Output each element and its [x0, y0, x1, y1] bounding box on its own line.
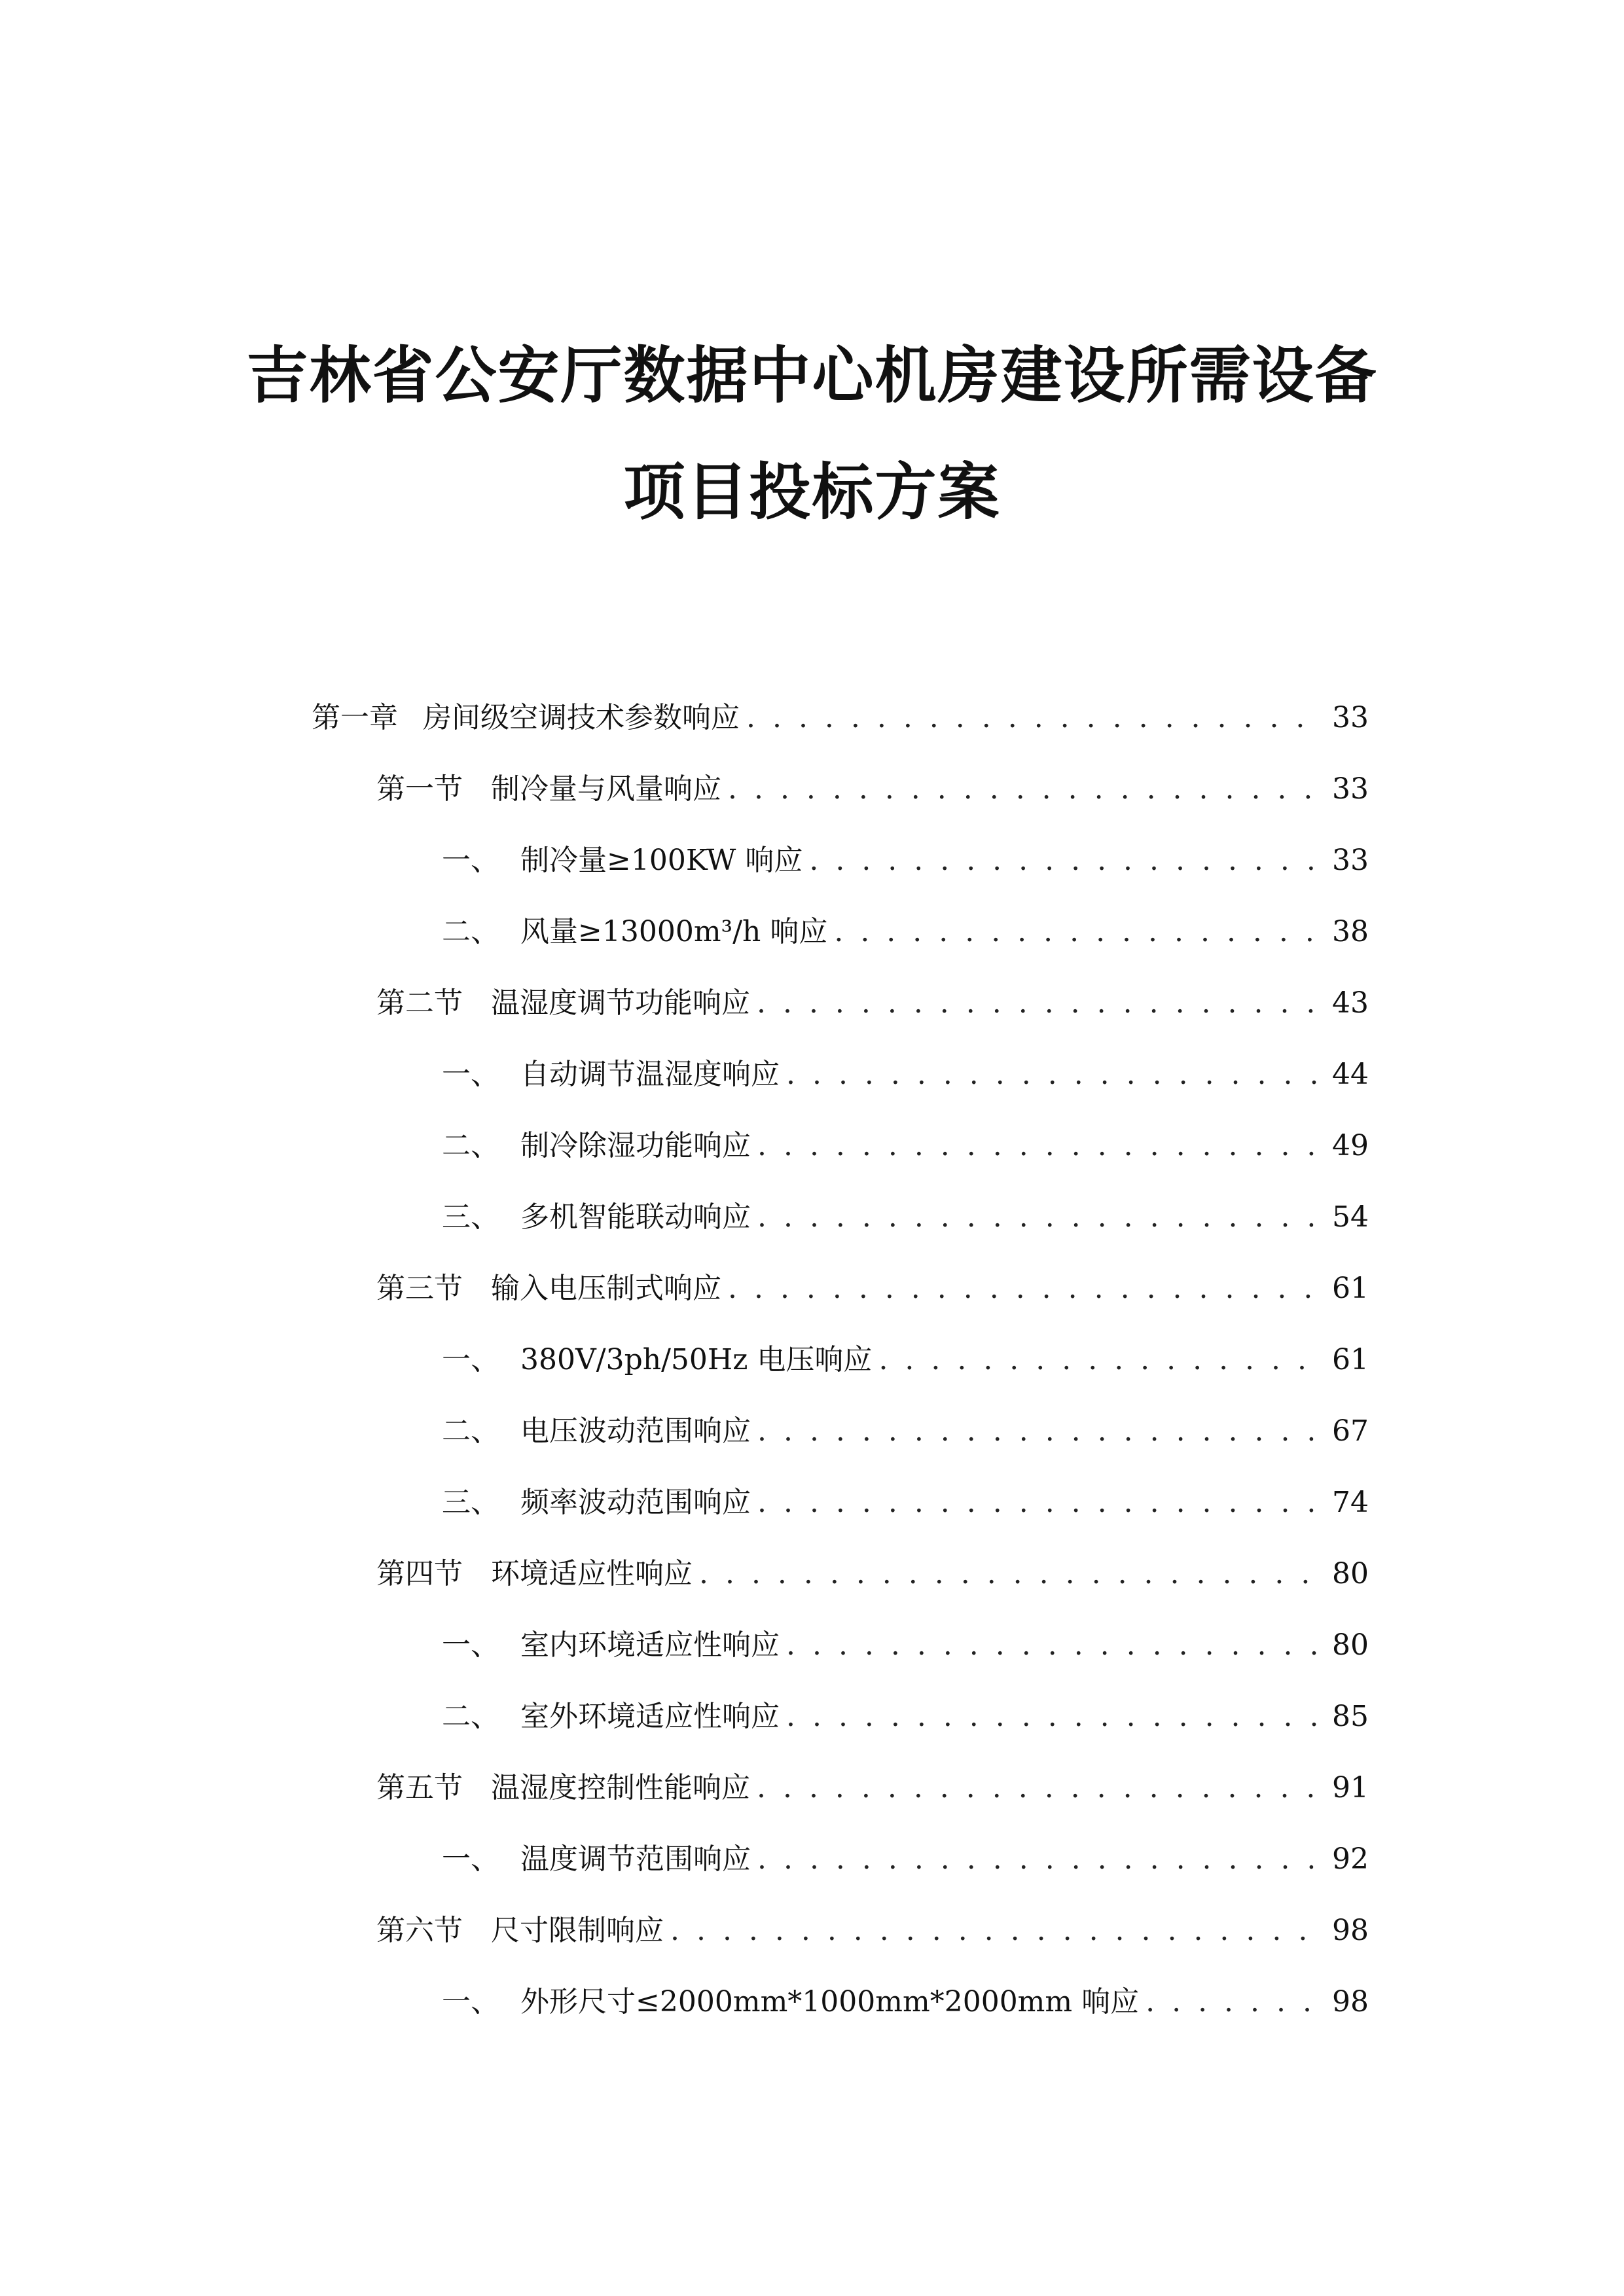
toc-page-number: 85	[1332, 1700, 1369, 1733]
toc-entry-label: 输入电压制式响应	[491, 1272, 721, 1305]
toc-entry-item[interactable]	[442, 1194, 1369, 1240]
toc-dot-leader	[757, 989, 1323, 1018]
toc-entry-label: 制冷除湿功能响应	[520, 1129, 751, 1162]
toc-entry-prefix: 第一章	[312, 701, 398, 734]
document-title-line-1: 吉林省公安厅数据中心机房建设所需设备	[246, 340, 1378, 412]
toc-entry-prefix: 第三节	[376, 1272, 463, 1305]
toc-page-number: 33	[1332, 701, 1369, 734]
toc-entry-label: 房间级空调技术参数响应	[423, 701, 740, 734]
toc-page-number: 44	[1332, 1058, 1369, 1091]
toc-dot-leader	[834, 918, 1323, 946]
toc-entry-prefix: 第一节	[376, 772, 463, 806]
toc-page-number: 33	[1332, 844, 1369, 877]
toc-dot-leader	[786, 1631, 1323, 1660]
toc-page-number: 98	[1332, 1985, 1369, 2018]
toc-entry-item[interactable]	[442, 1123, 1369, 1169]
toc-entry-label: 环境适应性响应	[491, 1557, 693, 1590]
toc-entry-section-5[interactable]	[376, 1765, 1369, 1811]
toc-entry-item[interactable]	[442, 1337, 1369, 1383]
toc-entry-section-4[interactable]	[376, 1551, 1369, 1597]
toc-page-number: 38	[1332, 915, 1369, 948]
toc-dot-leader	[757, 1203, 1323, 1232]
toc-entry-label: 尺寸限制响应	[491, 1914, 664, 1947]
toc-dot-leader	[757, 1132, 1323, 1160]
toc-entry-item[interactable]	[442, 1979, 1369, 2025]
toc-entry-label: 多机智能联动响应	[520, 1200, 751, 1234]
toc-page-number: 54	[1332, 1200, 1369, 1234]
toc-entry-prefix: 一、	[442, 1058, 499, 1091]
toc-dot-leader	[757, 1417, 1323, 1446]
toc-page-number: 80	[1332, 1628, 1369, 1662]
toc-entry-item[interactable]	[442, 1623, 1369, 1668]
toc-page-number: 43	[1332, 986, 1369, 1020]
toc-dot-leader	[757, 1488, 1323, 1517]
toc-entry-prefix: 一、	[442, 1343, 499, 1376]
toc-page-number: 74	[1332, 1486, 1369, 1519]
toc-entry-prefix: 一、	[442, 1985, 499, 2018]
toc-entry-section-3[interactable]	[376, 1266, 1369, 1312]
toc-page-number: 61	[1332, 1272, 1369, 1305]
toc-dot-leader	[728, 775, 1323, 804]
toc-entry-label: 频率波动范围响应	[520, 1486, 751, 1519]
toc-page-number: 67	[1332, 1414, 1369, 1448]
toc-dot-leader	[878, 1346, 1323, 1374]
toc-entry-label: 制冷量与风量响应	[491, 772, 721, 806]
toc-entry-section-6[interactable]	[376, 1908, 1369, 1954]
toc-entry-item[interactable]	[442, 909, 1369, 955]
toc-entry-section-2[interactable]	[376, 980, 1369, 1026]
toc-dot-leader	[809, 846, 1323, 875]
toc-entry-label: 电压波动范围响应	[520, 1414, 751, 1448]
toc-entry-prefix: 第五节	[376, 1771, 463, 1804]
toc-entry-prefix: 一、	[442, 844, 499, 877]
toc-entry-prefix: 第二节	[376, 986, 463, 1020]
toc-entry-prefix: 一、	[442, 1842, 499, 1876]
toc-entry-prefix: 三、	[442, 1200, 499, 1234]
toc-entry-chapter-1[interactable]	[312, 695, 1369, 741]
toc-entry-item[interactable]	[442, 1694, 1369, 1740]
toc-entry-item[interactable]	[442, 1408, 1369, 1454]
toc-page-number: 91	[1332, 1771, 1369, 1804]
toc-page-number: 92	[1332, 1842, 1369, 1876]
toc-entry-label: 室外环境适应性响应	[520, 1700, 780, 1733]
toc-entry-item[interactable]	[442, 1052, 1369, 1098]
document-title-line-2: 项目投标方案	[623, 457, 1001, 528]
toc-page-number: 98	[1332, 1914, 1369, 1947]
toc-page-number: 80	[1332, 1557, 1369, 1590]
toc-dot-leader	[786, 1060, 1323, 1089]
toc-entry-prefix: 二、	[442, 1129, 499, 1162]
toc-entry-prefix: 二、	[442, 915, 499, 948]
toc-dot-leader	[757, 1774, 1323, 1803]
toc-dot-leader	[757, 1845, 1323, 1874]
toc-entry-prefix: 三、	[442, 1486, 499, 1519]
toc-page-number: 61	[1332, 1343, 1369, 1376]
toc-entry-section-1[interactable]	[376, 766, 1369, 812]
toc-entry-prefix: 一、	[442, 1628, 499, 1662]
toc-entry-label: 自动调节温湿度响应	[520, 1058, 780, 1091]
toc-entry-prefix: 第四节	[376, 1557, 463, 1590]
toc-entry-label: 制冷量≥100KW 响应	[520, 844, 803, 877]
toc-entry-label: 室内环境适应性响应	[520, 1628, 780, 1662]
toc-entry-prefix: 二、	[442, 1700, 499, 1733]
toc-page-number: 33	[1332, 772, 1369, 806]
toc-entry-label: 风量≥13000m³/h 响应	[520, 915, 828, 948]
toc-entry-label: 温度调节范围响应	[520, 1842, 751, 1876]
toc-entry-item[interactable]	[442, 1480, 1369, 1526]
toc-dot-leader	[786, 1702, 1323, 1731]
toc-entry-item[interactable]	[442, 1837, 1369, 1882]
toc-entry-label: 380V/3ph/50Hz 电压响应	[520, 1343, 873, 1376]
toc-dot-leader	[699, 1560, 1323, 1588]
toc-page-number: 49	[1332, 1129, 1369, 1162]
toc-entry-label: 温湿度调节功能响应	[491, 986, 750, 1020]
toc-entry-label: 温湿度控制性能响应	[491, 1771, 750, 1804]
toc-entry-label: 外形尺寸≤2000mm*1000mm*2000mm 响应	[520, 1985, 1140, 2018]
toc-dot-leader	[728, 1274, 1323, 1303]
toc-entry-prefix: 二、	[442, 1414, 499, 1448]
toc-dot-leader	[746, 704, 1323, 732]
toc-entry-item[interactable]	[442, 838, 1369, 884]
toc-dot-leader	[670, 1916, 1323, 1945]
toc-dot-leader	[1146, 1988, 1323, 2017]
toc-entry-prefix: 第六节	[376, 1914, 463, 1947]
